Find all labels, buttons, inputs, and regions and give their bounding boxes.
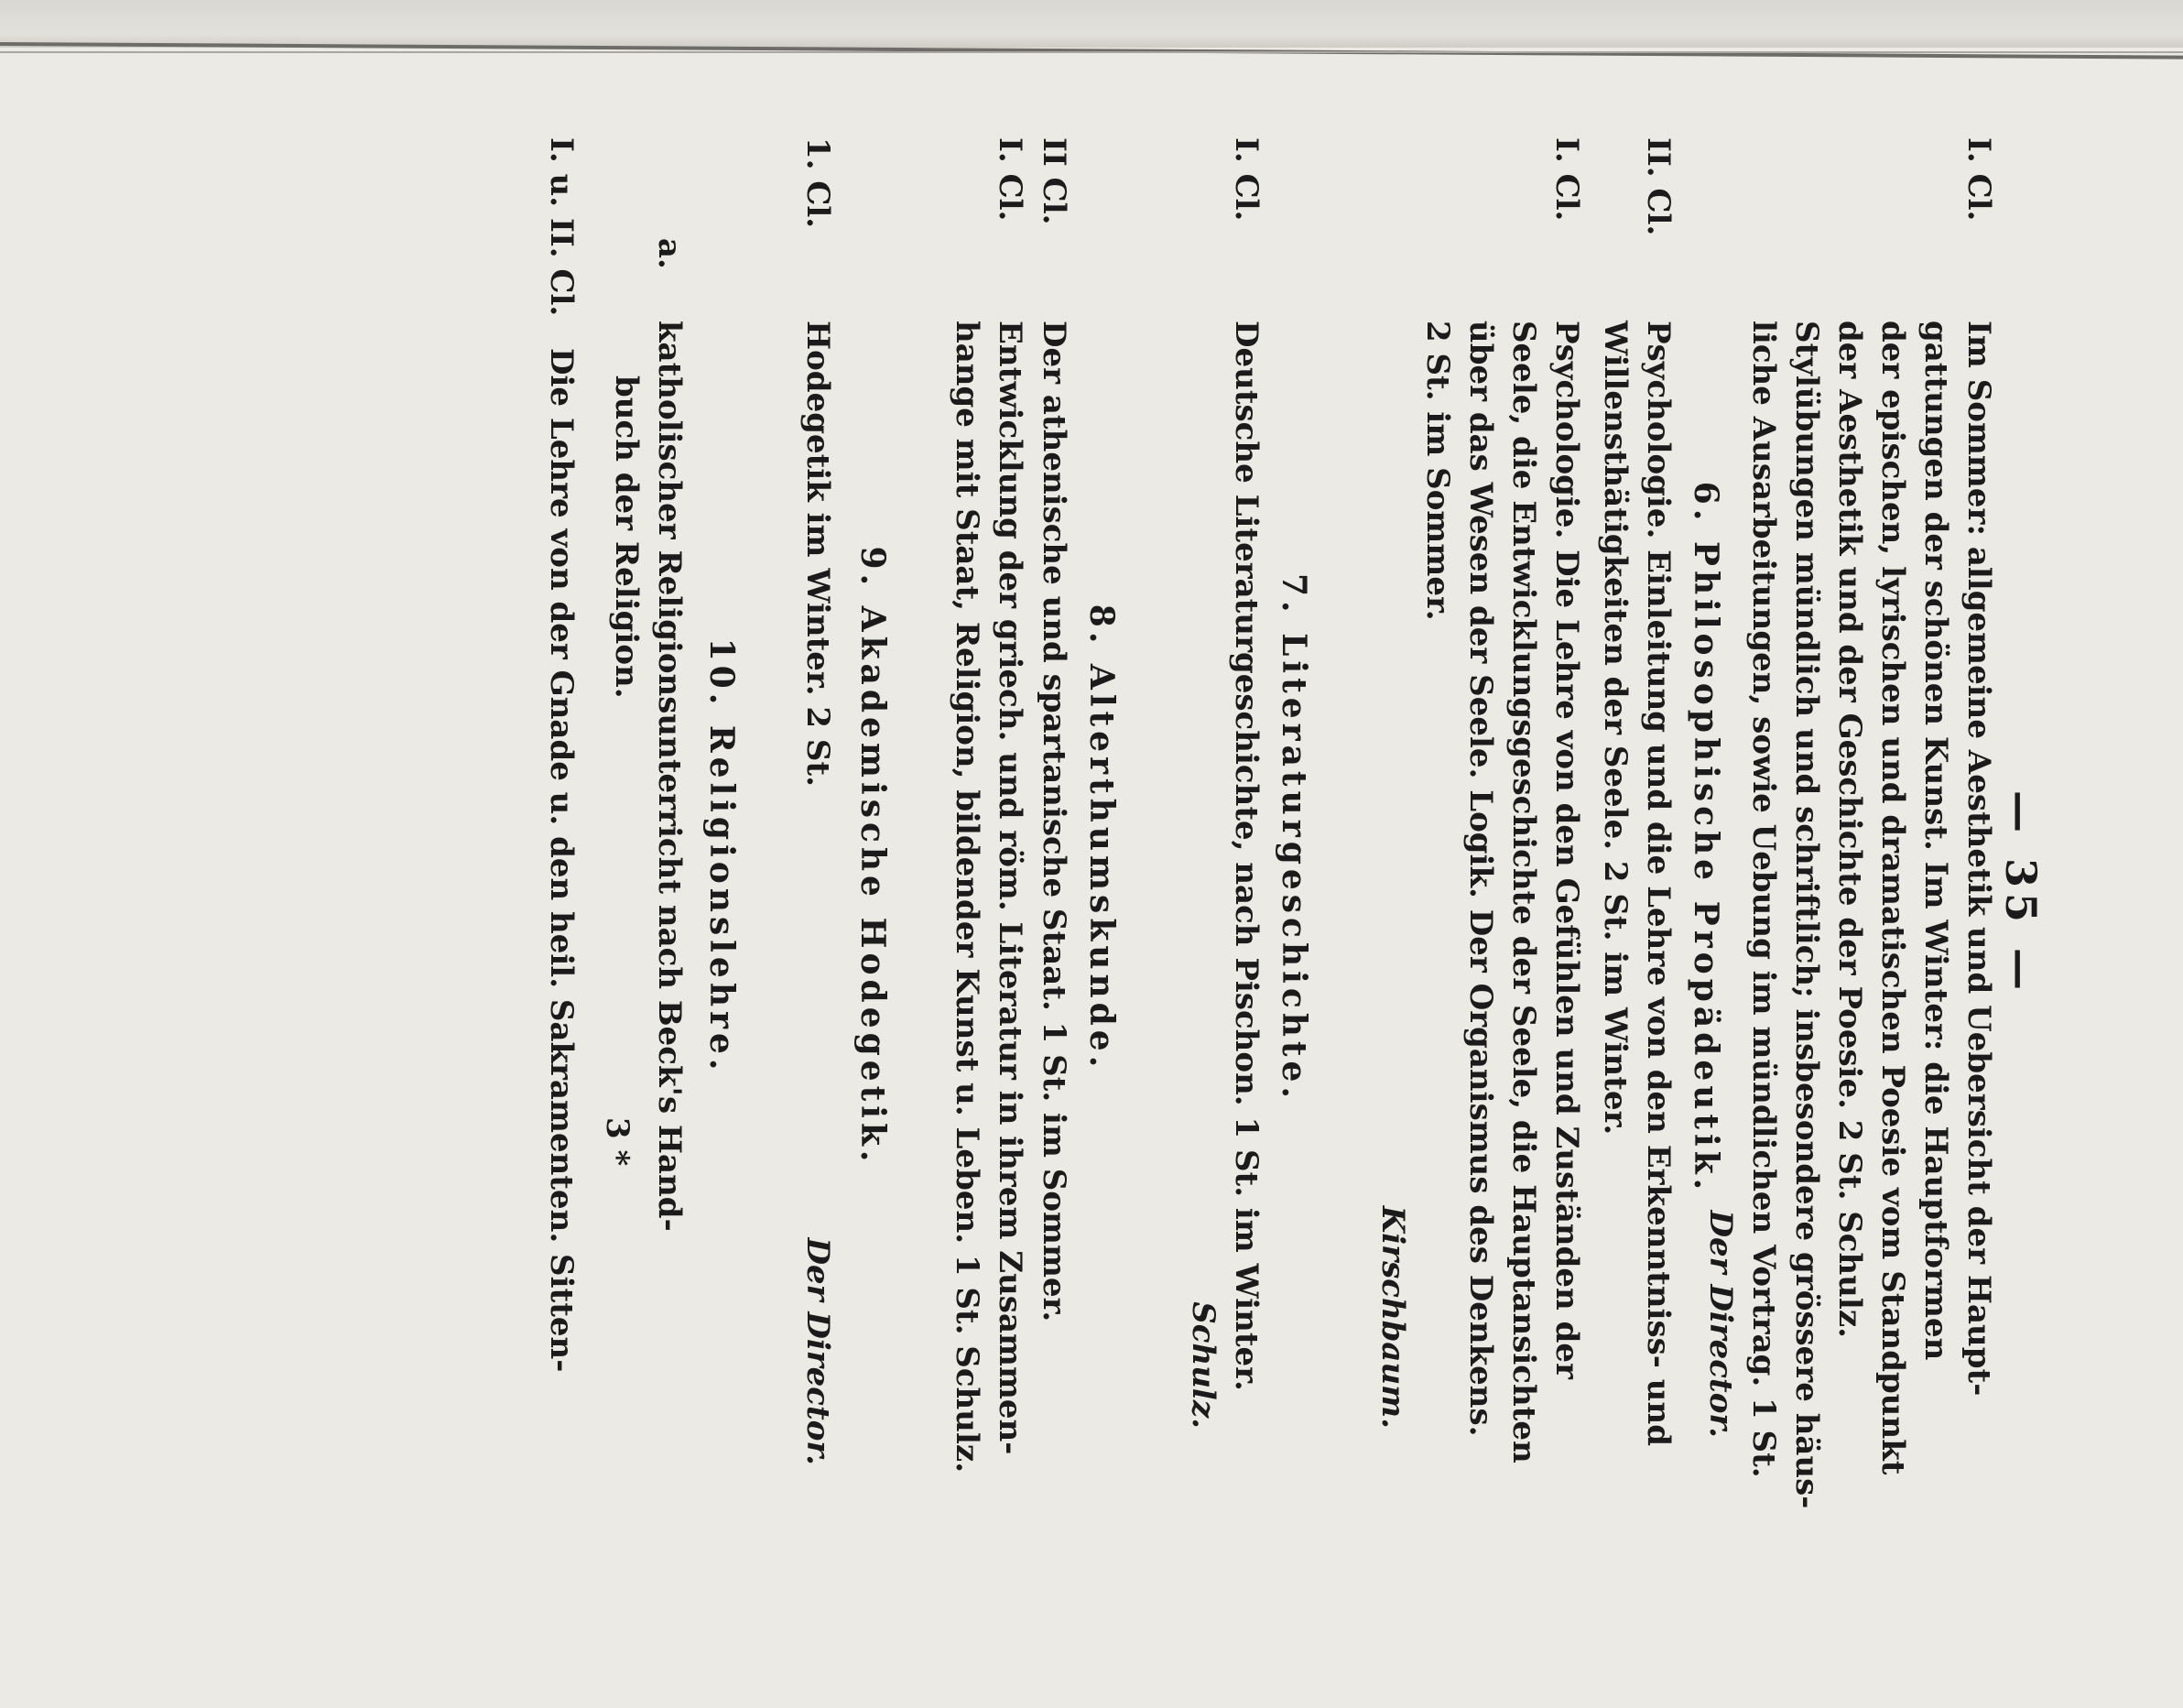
text-line: katholischer Religionsunterricht nach Beck's Hand- xyxy=(651,321,688,1232)
text-line: Psychologie. Die Lehre von den Gefühlen und Zuständen der xyxy=(1548,321,1585,1379)
text-line: liche Ausarbeitungen, sowie Uebung im mündlichen Vortrag. 1 St. xyxy=(1745,321,1782,1478)
class-label: 1. Cl. xyxy=(799,137,836,229)
text-line: über das Wesen der Seele. Logik. Der Organismus des Denkens. xyxy=(1462,321,1499,1437)
text-line: Stylübungen mündlich und schriftlich; insbesondere grössere häus- xyxy=(1788,321,1825,1509)
class-label: II. Cl. xyxy=(1640,137,1677,236)
text-line: Der athenische und spartanische Staat. 1 St. im Sommer. xyxy=(1036,321,1072,1322)
text-line: Die Lehre von der Gnade u. den heil. Sakramenten. Sitten- xyxy=(543,348,580,1373)
text-line: Willensthätigkeiten der Seele. 2 St. im Winter. xyxy=(1597,321,1634,1136)
text-line: Seele, die Entwicklungsgeschichte der Seele, die Hauptansichten xyxy=(1505,321,1542,1463)
binding-shadow xyxy=(0,51,2183,53)
teacher-name: Kirschbaum. xyxy=(1374,1205,1411,1429)
class-label: I. u. II. Cl. xyxy=(543,137,580,317)
text-line: der Aesthetik und der Geschichte der Poesie. 2 St. Schulz. xyxy=(1831,321,1868,1338)
text-line: 2 St. im Sommer. xyxy=(1419,321,1456,621)
sub-label: a. xyxy=(651,238,688,269)
class-label: I. Cl. xyxy=(1960,137,1997,222)
printer-signature: 3 * xyxy=(599,1117,635,1167)
section-heading: 9. Akademische Hodegetik. xyxy=(853,546,892,1167)
text-line: buch der Religion. xyxy=(608,375,645,699)
class-label: I. Cl. xyxy=(1548,137,1585,222)
rotated-text-page xyxy=(123,137,2183,1648)
class-label: I. Cl. xyxy=(992,137,1028,222)
section-heading: 7. Literaturgeschichte. xyxy=(1275,573,1313,1103)
text-line: Hodegetik im Winter. 2 St. xyxy=(799,321,836,787)
teacher-name: Schulz. xyxy=(1185,1301,1222,1429)
teacher-name: Der Director. xyxy=(799,1237,836,1465)
text-line: Psychologie. Einleitung und die Lehre von den Erkenntniss- und xyxy=(1640,321,1677,1446)
text-line: Entwicklung der griech. und röm. Literatur in ihrem Zusammen- xyxy=(992,321,1028,1455)
section-heading: 8. Alterthumskunde. xyxy=(1082,604,1121,1072)
text-line: hange mit Staat, Religion, bildender Kunst u. Leben. 1 St. Schulz. xyxy=(949,321,985,1474)
page-number: — 35 — xyxy=(1996,789,2046,996)
page-edge xyxy=(0,0,2183,48)
text-line: Deutsche Literaturgeschichte, nach Pischon. 1 St. im Winter. xyxy=(1228,321,1265,1391)
text-line: gattungen der schönen Kunst. Im Winter: die Hauptformen xyxy=(1917,321,1954,1361)
text-line: der epischen, lyrischen und dramatischen Poesie vom Standpunkt xyxy=(1874,321,1911,1475)
section-heading: 10. Religionslehre. xyxy=(702,637,741,1075)
class-label: I. Cl. xyxy=(1228,137,1265,222)
text-line: Im Sommer: allgemeine Aesthetik und Uebersicht der Haupt- xyxy=(1960,321,1997,1397)
section-heading: 6. Philosophische Propädeutik. xyxy=(1687,481,1725,1195)
class-label: II Cl. xyxy=(1036,137,1072,225)
teacher-name: Der Director. xyxy=(1702,1210,1739,1438)
